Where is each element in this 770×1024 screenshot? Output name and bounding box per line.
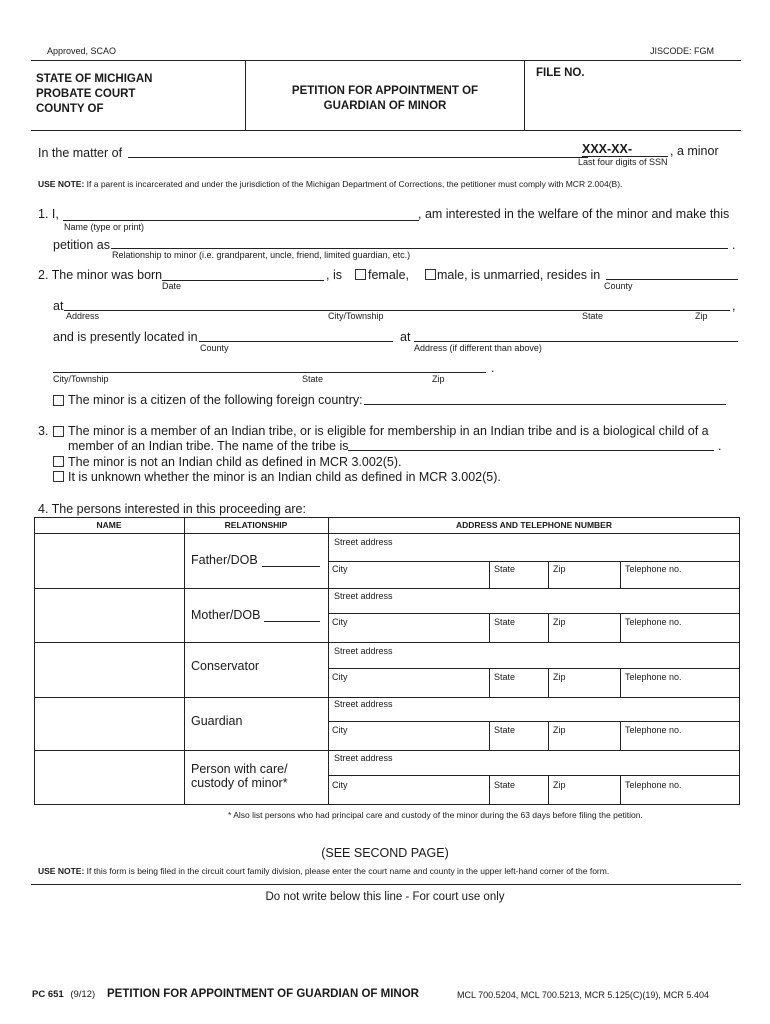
birth-date-field[interactable] <box>162 280 324 281</box>
zip-label: Zip <box>553 617 566 627</box>
foreign-citizen-label: The minor is a citizen of the following foreign country: <box>68 393 363 407</box>
zip-caption-2: Zip <box>432 374 445 384</box>
court-name: STATE OF MICHIGAN PROBATE COURT COUNTY OF <box>36 73 153 115</box>
indian-member-text-2: member of an Indian tribe. The name of the tribe is <box>68 439 349 453</box>
relationship-mother: Mother/DOB <box>191 608 261 622</box>
city-label: City <box>332 672 348 682</box>
street-label: Street address <box>334 591 393 601</box>
addr-split-line <box>328 775 740 776</box>
city-label: City <box>332 617 348 627</box>
addr-vline <box>548 613 549 642</box>
date-caption: Date <box>162 281 182 291</box>
street-label: Street address <box>334 537 393 547</box>
foreign-citizen-checkbox[interactable] <box>53 395 64 406</box>
item2-at: at <box>53 299 64 313</box>
addr-vline <box>489 613 490 642</box>
phone-label: Telephone no. <box>625 780 682 790</box>
a-minor-text: , a minor <box>670 144 719 158</box>
indian-member-text: The minor is a member of an Indian tribe, or is eligible for membership in an Indian tribe and is a biological child of a <box>68 424 709 438</box>
present-city-field[interactable] <box>53 372 486 373</box>
mother-dob-field[interactable] <box>264 621 320 622</box>
not-indian-text: The minor is not an Indian child as defined in MCR 3.002(5). <box>68 455 402 469</box>
relationship-caption: Relationship to minor (i.e. grandparent, uncle, friend, limited guardian, etc.) <box>112 250 411 260</box>
footer-refs: MCL 700.5204, MCL 700.5213, MCR 5.125(C)(19), MCR 5.404 <box>457 990 709 1000</box>
row-sep-3 <box>34 697 740 698</box>
city-label: City <box>332 564 348 574</box>
phone-label: Telephone no. <box>625 725 682 735</box>
addr-vline <box>620 721 621 750</box>
foreign-country-field[interactable] <box>364 404 726 405</box>
city-label: City <box>332 780 348 790</box>
addr-vline <box>548 775 549 805</box>
petition-as-label: petition as <box>53 238 110 252</box>
ssn-prefix: XXX-XX- <box>582 142 633 156</box>
presently-label: and is presently located in <box>53 330 198 344</box>
addr-vline <box>489 775 490 805</box>
zip-label: Zip <box>553 780 566 790</box>
male-label: male, is unmarried, resides in <box>437 268 601 282</box>
item2-comma: , <box>732 299 736 313</box>
addr-vline <box>548 721 549 750</box>
addr-vline <box>548 668 549 697</box>
minor-name-field[interactable] <box>128 157 588 158</box>
addr-vline <box>620 775 621 805</box>
phone-label: Telephone no. <box>625 672 682 682</box>
residence-address-field[interactable] <box>64 310 730 311</box>
addr-split-line <box>328 613 740 614</box>
footer-form-id: PC 651 (9/12) <box>32 989 96 1000</box>
item2-at2: at <box>400 330 411 344</box>
unknown-indian-text: It is unknown whether the minor is an Indian child as defined in MCR 3.002(5). <box>68 470 501 484</box>
petitioner-name-field[interactable] <box>63 220 419 221</box>
state-label: State <box>494 725 516 735</box>
item4-text: 4. The persons interested in this proceeding are: <box>38 502 306 516</box>
zip-label: Zip <box>553 672 566 682</box>
row-sep-2 <box>34 642 740 643</box>
table-vline-1 <box>184 517 185 805</box>
not-indian-checkbox[interactable] <box>53 456 64 467</box>
relationship-custody: Person with care/ custody of minor* <box>191 762 288 790</box>
street-label: Street address <box>334 699 393 709</box>
addr-vline <box>548 561 549 588</box>
county-caption: County <box>604 281 633 291</box>
relationship-guardian: Guardian <box>191 714 243 728</box>
female-checkbox[interactable] <box>355 269 366 280</box>
addr-split-line <box>328 668 740 669</box>
header-divider-2 <box>524 60 525 131</box>
relationship-conservator: Conservator <box>191 659 260 673</box>
item2-is: , is <box>326 268 342 282</box>
present-address-field[interactable] <box>414 341 738 342</box>
phone-label: Telephone no. <box>625 564 682 574</box>
city-caption: City/Township <box>328 311 384 321</box>
phone-label: Telephone no. <box>625 617 682 627</box>
addr-vline <box>489 721 490 750</box>
state-label: State <box>494 617 516 627</box>
state-caption-2: State <box>302 374 324 384</box>
item3-period: . <box>718 439 722 453</box>
relationship-father: Father/DOB <box>191 553 258 567</box>
addr-vline <box>620 561 621 588</box>
approved-text: Approved, SCAO <box>47 46 117 56</box>
item2-period: . <box>491 361 495 375</box>
court-use-text: Do not write below this line - For court use only <box>265 891 505 903</box>
street-label: Street address <box>334 646 393 656</box>
indian-member-checkbox[interactable] <box>53 426 64 437</box>
unknown-indian-checkbox[interactable] <box>53 471 64 482</box>
residence-county-field[interactable] <box>606 279 738 280</box>
row-sep-4 <box>34 750 740 751</box>
matter-label: In the matter of <box>38 146 123 160</box>
jiscode-text: JISCODE: FGM <box>650 46 715 56</box>
city-label: City <box>332 725 348 735</box>
table-footnote: * Also list persons who had principal care and custody of the minor during the 63 days before filing the petition. <box>228 810 643 820</box>
state-label: State <box>494 780 516 790</box>
item1-num: 1. I, <box>38 207 59 221</box>
header-address: ADDRESS AND TELEPHONE NUMBER <box>455 520 612 530</box>
addr-split-line <box>328 561 740 562</box>
father-dob-field[interactable] <box>262 566 320 567</box>
present-county-field[interactable] <box>199 341 393 342</box>
address-caption-2: Address (if different than above) <box>414 343 542 353</box>
court-use-divider <box>31 884 741 885</box>
item1-text: , am interested in the welfare of the minor and make this <box>418 207 730 221</box>
item1-period: . <box>732 238 736 252</box>
city-caption-2: City/Township <box>53 374 109 384</box>
table-header-line <box>34 533 740 534</box>
county-caption-2: County <box>200 343 229 353</box>
state-caption: State <box>582 311 604 321</box>
header-divider-1 <box>245 60 246 131</box>
address-caption: Address <box>66 311 100 321</box>
name-caption: Name (type or print) <box>64 222 145 232</box>
addr-vline <box>620 613 621 642</box>
header-name: NAME <box>96 520 122 530</box>
state-label: State <box>494 564 516 574</box>
see-second-page: (SEE SECOND PAGE) <box>321 846 449 860</box>
addr-vline <box>489 668 490 697</box>
use-note-1: USE NOTE: If a parent is incarcerated and under the jurisdiction of the Michigan Department of Corrections, the petitioner must comply with MCR 2.004(B). <box>38 179 623 189</box>
zip-label: Zip <box>553 564 566 574</box>
male-checkbox[interactable] <box>425 269 436 280</box>
form-title: PETITION FOR APPOINTMENT OF GUARDIAN OF MINOR <box>291 85 479 112</box>
ssn-caption: Last four digits of SSN <box>578 157 668 167</box>
file-no-label: FILE NO. <box>536 67 585 79</box>
zip-caption: Zip <box>695 311 708 321</box>
item3-num: 3. <box>38 424 49 438</box>
footer-title: PETITION FOR APPOINTMENT OF GUARDIAN OF MINOR <box>107 988 419 1000</box>
item2-born-text: 2. The minor was born <box>38 268 163 282</box>
addr-vline <box>489 561 490 588</box>
tribe-name-field[interactable] <box>348 450 714 451</box>
relationship-field[interactable] <box>111 248 728 249</box>
row-sep-1 <box>34 588 740 589</box>
state-label: State <box>494 672 516 682</box>
header-relationship: RELATIONSHIP <box>224 520 288 530</box>
female-label: female, <box>368 268 409 282</box>
zip-label: Zip <box>553 725 566 735</box>
use-note-2: USE NOTE: If this form is being filed in the circuit court family division, please enter the court name and county in the upper left-hand corner of the form. <box>38 866 610 876</box>
addr-split-line <box>328 721 740 722</box>
addr-vline <box>620 668 621 697</box>
street-label: Street address <box>334 753 393 763</box>
